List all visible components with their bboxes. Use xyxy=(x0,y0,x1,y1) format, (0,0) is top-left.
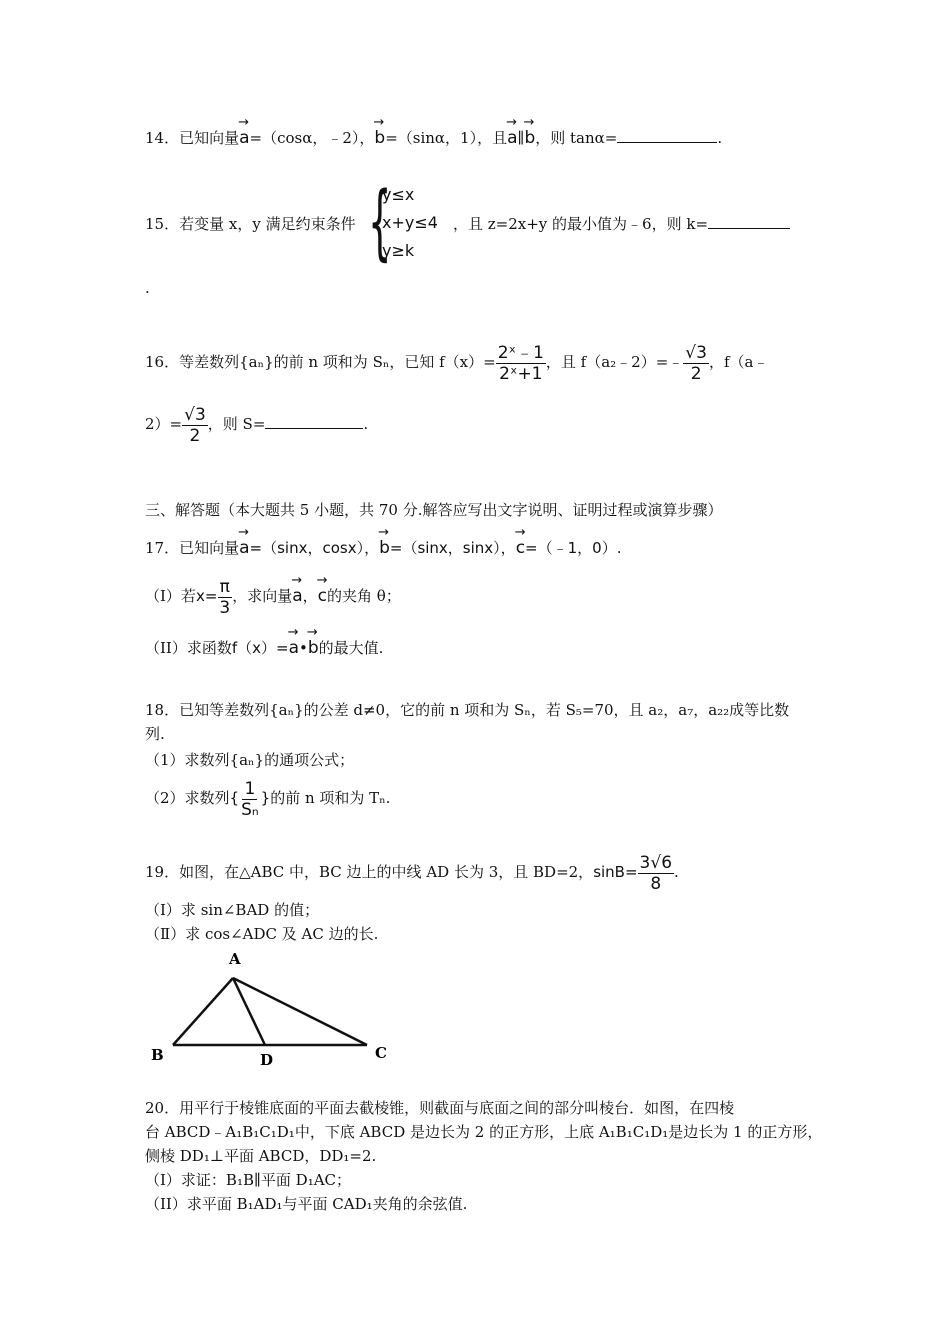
q15-tail xyxy=(453,214,790,234)
q16-text-5: ，则 S= xyxy=(207,415,266,433)
fraction-fx-denominator: 2ˣ+1 xyxy=(499,363,543,384)
q18-p2-b: 的前 n 项和为 Tₙ. xyxy=(270,789,391,807)
fraction-1-numerator: 1 xyxy=(244,778,256,799)
fraction-fx-numerator: 2ˣ﹣1 xyxy=(497,342,544,363)
q17-part-1 xyxy=(145,574,401,618)
vector-b-symbol-p2: → b xyxy=(308,638,319,658)
left-brace-small-icon: { xyxy=(229,789,240,807)
q16-answer-blank[interactable] xyxy=(265,414,363,429)
question-18-line-2: 列. xyxy=(145,725,165,743)
q20-part-1: （Ⅰ）求证：B₁B∥平面 D₁AC； xyxy=(145,1171,352,1189)
question-15 xyxy=(145,214,356,234)
q16-number: 16． xyxy=(145,353,180,371)
q19-part-2: （Ⅱ）求 cos∠ADC 及 AC 边的长. xyxy=(145,925,379,943)
vertex-label-c: C xyxy=(375,1044,387,1062)
vector-c-symbol-q17: → c xyxy=(516,538,525,558)
vector-b-symbol: → b xyxy=(374,128,385,148)
fraction-pi-numerator: π xyxy=(219,576,230,597)
vertex-label-a: A xyxy=(229,950,241,968)
vector-a-symbol-q17: → a xyxy=(239,538,249,558)
q16-text-3: ，f（a﹣ xyxy=(708,353,769,371)
question-20-line-2: 台 ABCD﹣A₁B₁C₁D₁中，下底 ABCD 是边长为 2 的正方形，上底 A₁B₁C₁D₁是边长为 1 的正方形， xyxy=(145,1123,823,1141)
vector-a-symbol-p1: → a xyxy=(292,574,302,618)
right-brace-small-icon: } xyxy=(260,789,271,807)
constraint-1: y≤x xyxy=(382,185,415,204)
dot-product-symbol: • xyxy=(299,639,308,657)
q14-number: 14． xyxy=(145,129,180,147)
q17-p1-a: （Ⅰ）若 xyxy=(145,587,196,605)
q17-stem-1: 17．已知向量 xyxy=(145,539,240,557)
fraction-pi-denominator: 3 xyxy=(219,597,231,618)
edge-ac xyxy=(233,978,367,1045)
q17-stem-3: =（sinx，sinx）， xyxy=(389,539,516,557)
question-17 xyxy=(145,538,621,558)
vertex-label-d: D xyxy=(260,1051,274,1069)
q15-text-2: ，且 z=2x+y 的最小值为﹣6，则 k= xyxy=(453,215,709,233)
q14-text-5: ，则 tanα= xyxy=(535,129,618,147)
fraction-root3-denominator: 2 xyxy=(690,363,702,384)
q15-text-1: 若变量 x，y 满足约束条件 xyxy=(179,215,356,233)
q14-text-3: =（sinα，1），且 xyxy=(385,129,508,147)
q17-stem-2: =（sinx，cosx）， xyxy=(249,539,380,557)
q20-part-2: （II）求平面 B₁AD₁与平面 CAD₁夹角的余弦值. xyxy=(145,1195,468,1213)
q17-p1-c: ， xyxy=(302,587,318,605)
fraction-3root6-numerator: 3√6 xyxy=(639,852,673,873)
vector-a-symbol: → a xyxy=(239,128,249,148)
q19-end: . xyxy=(674,863,679,881)
q17-p2-b: 的最大值. xyxy=(318,639,384,657)
vertex-label-b: B xyxy=(151,1046,164,1064)
q14-text-2: =（cosα，﹣2）， xyxy=(249,129,375,147)
q15-number: 15． xyxy=(145,215,180,233)
q15-end: . xyxy=(145,279,150,297)
vector-a-symbol-p2: → a xyxy=(289,638,299,658)
fraction-fx xyxy=(496,343,546,384)
constraint-3: y≥k xyxy=(382,241,415,260)
constraint-2: x+y≤4 xyxy=(382,213,438,232)
fraction-root3-over-2 xyxy=(683,343,709,384)
q18-part-1: （1）求数列{aₙ}的通项公式； xyxy=(145,751,355,769)
q16-end: . xyxy=(363,415,369,433)
fraction-root3-numerator: √3 xyxy=(685,342,707,363)
q15-answer-blank[interactable] xyxy=(708,214,790,229)
q17-p1-d: 的夹角 θ； xyxy=(327,587,401,605)
vector-c-symbol-p1: → c xyxy=(318,574,327,618)
constraint-system xyxy=(368,175,438,270)
q19-sinb: sinB= xyxy=(593,863,638,881)
left-brace-icon: { xyxy=(368,175,392,270)
fraction-pi-over-3 xyxy=(217,577,232,618)
vector-b-symbol-2: → b xyxy=(524,128,535,148)
q19-line-1: 19．如图，在△ABC 中，BC 边上的中线 AD 长为 3，且 BD=2， xyxy=(145,863,594,881)
q16-text-4: 2）= xyxy=(145,415,183,433)
question-19 xyxy=(145,850,679,894)
q14-parallel: ∥ xyxy=(517,129,525,147)
q17-stem-4: =（﹣1，0）. xyxy=(525,539,622,557)
fraction-sn-denominator: Sₙ xyxy=(241,799,259,820)
q17-part-2 xyxy=(145,638,383,658)
question-20-line-3: 侧棱 DD₁⊥平面 ABCD，DD₁=2. xyxy=(145,1147,377,1165)
q16-text-1: 等差数列{aₙ}的前 n 项和为 Sₙ，已知 f（x）= xyxy=(179,353,496,371)
q19-part-1: （Ⅰ）求 sin∠BAD 的值； xyxy=(145,901,320,919)
q17-p1-x: x= xyxy=(195,587,218,605)
section-3-heading: 三、解答题（本大题共 5 小题，共 70 分.解答应写出文字说明、证明过程或演算步骤） xyxy=(145,501,723,519)
q16-text-2: ，且 f（a₂﹣2）=﹣ xyxy=(545,353,684,371)
question-18-line-1: 18．已知等差数列{aₙ}的公差 d≠0，它的前 n 项和为 Sₙ，若 S₅=70，且 a₂，a₇，a₂₂成等比数 xyxy=(145,701,790,719)
q14-text-1: 已知向量 xyxy=(179,129,240,147)
edge-ab xyxy=(173,978,233,1045)
q18-p2-a: （2）求数列 xyxy=(145,789,230,807)
q17-p2-f: f（x）= xyxy=(231,639,289,657)
question-14 xyxy=(145,128,722,148)
question-16 xyxy=(145,340,768,384)
fraction-root3-over-2-b xyxy=(182,405,208,446)
fraction-1-over-sn xyxy=(239,779,261,820)
edge-ad xyxy=(233,978,265,1045)
q17-p2-a: （II）求函数 xyxy=(145,639,232,657)
vector-b-symbol-q17: → b xyxy=(379,538,390,558)
question-20-line-1: 20．用平行于棱锥底面的平面去截棱锥，则截面与底面之间的部分叫棱台．如图，在四棱 xyxy=(145,1099,735,1117)
q18-part-2 xyxy=(145,776,390,820)
triangle-figure xyxy=(145,948,405,1070)
q16-line-2 xyxy=(145,402,368,446)
fraction-root3-numerator-b: √3 xyxy=(184,404,206,425)
fraction-3root6-over-8 xyxy=(638,853,674,894)
vector-a-symbol-2: → a xyxy=(507,128,517,148)
q17-p1-b: ，求向量 xyxy=(232,587,293,605)
q14-end: . xyxy=(717,129,723,147)
q14-answer-blank[interactable] xyxy=(617,128,717,143)
fraction-root3-denominator-b: 2 xyxy=(189,425,201,446)
fraction-8-denominator: 8 xyxy=(650,873,662,894)
